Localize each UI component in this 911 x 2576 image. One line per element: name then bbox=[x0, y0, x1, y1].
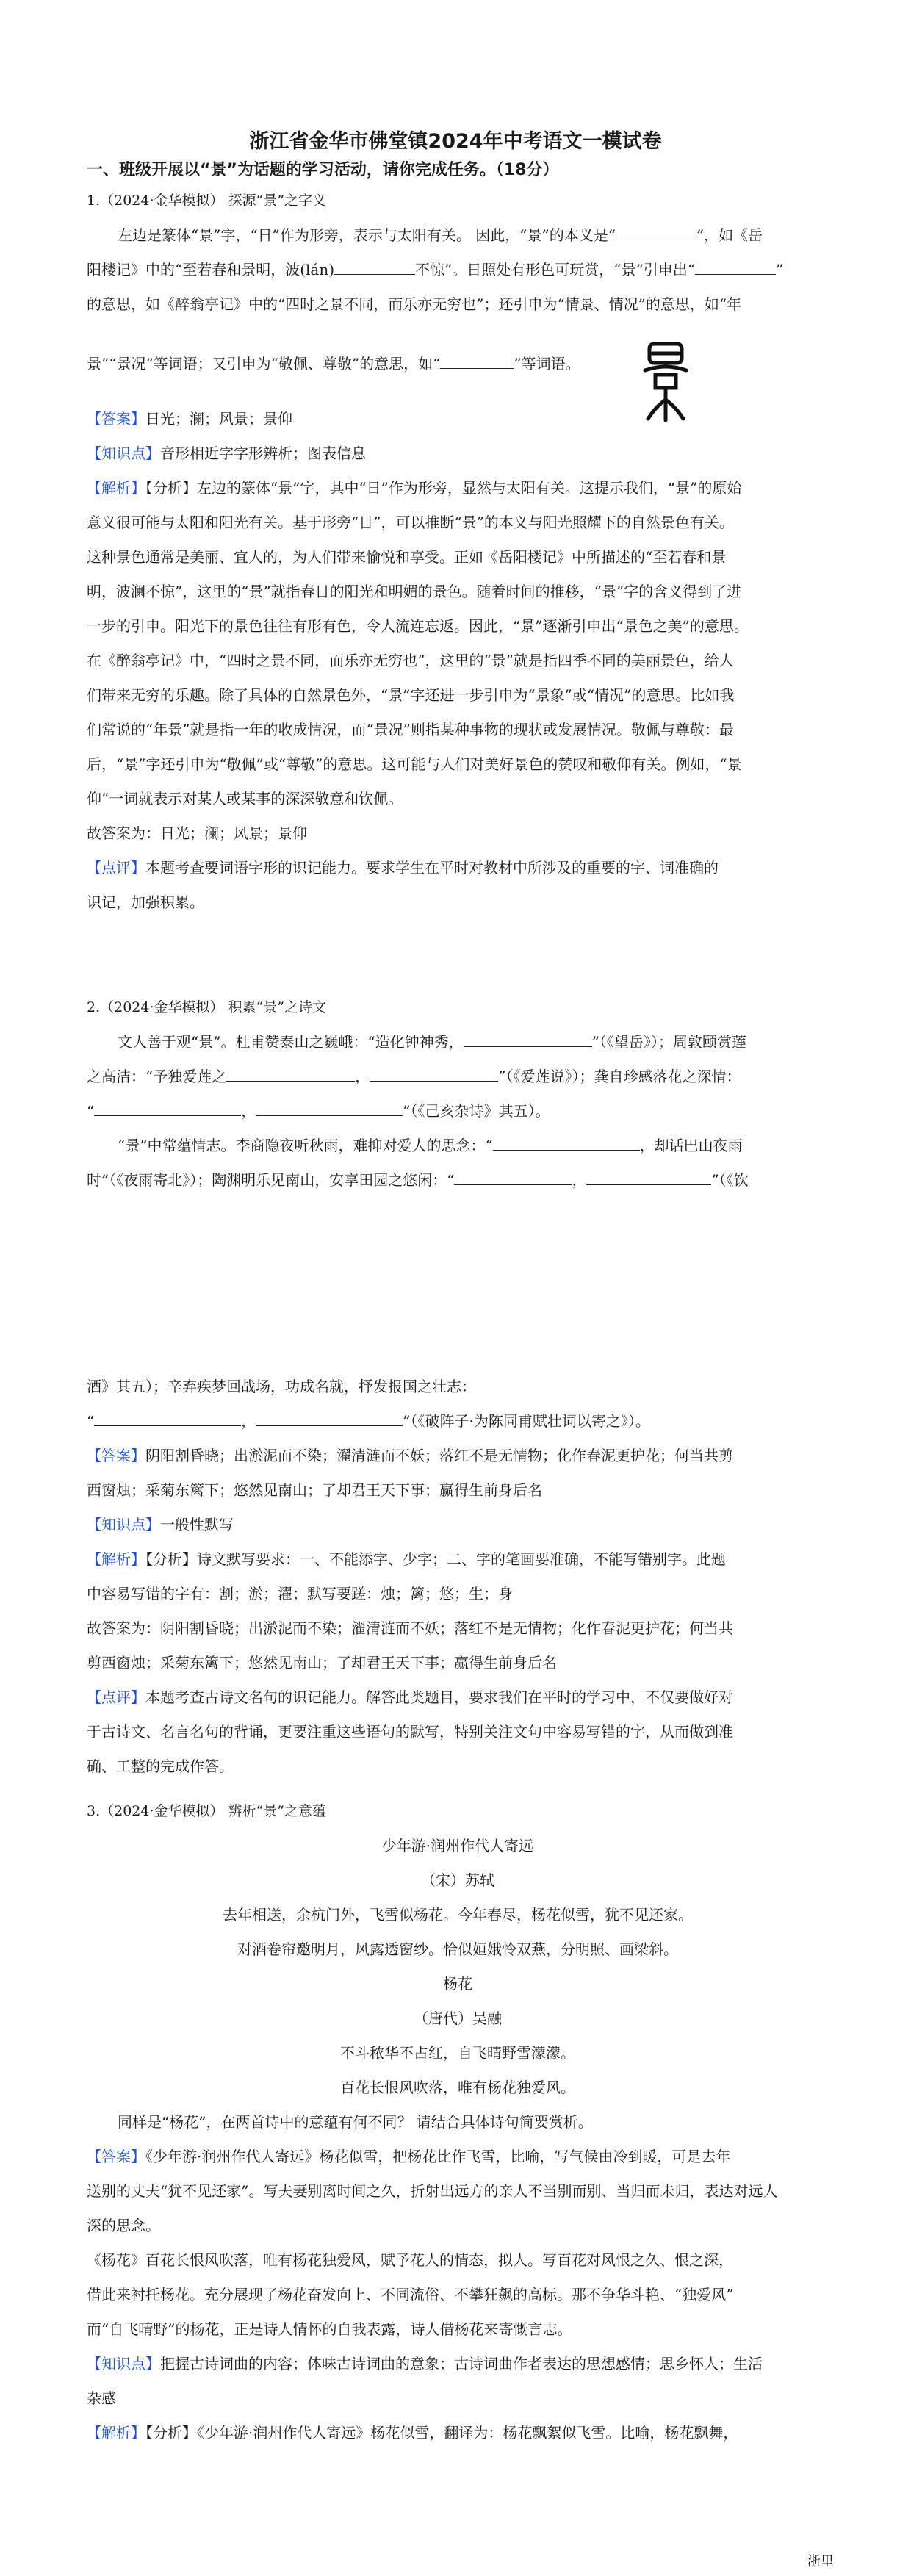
analysis-line: 意义很可能与太阳和阳光有关。基于形旁“日”，可以推断“景”的本义与阳光照耀下的自然景色有关。 bbox=[87, 514, 734, 531]
knowledge-row: 【知识点】把握古诗词曲的内容；体味古诗词曲的意象；古诗词曲作者表达的思想感情；思乡怀人；生活 bbox=[87, 2355, 763, 2372]
answer-blank bbox=[370, 1068, 498, 1082]
answer-blank bbox=[464, 1033, 592, 1047]
answer-blank bbox=[256, 1102, 403, 1116]
analysis-line: 仰”一词就表示对某人或某事的深深敬意和钦佩。 bbox=[87, 790, 403, 807]
seal-script-jing-image bbox=[639, 338, 692, 426]
answer-row: 【答案】阴阳割昏晓；出淤泥而不染；濯清涟而不妖；落红不是无情物；化作春泥更护花；何当共剪 bbox=[87, 1447, 733, 1464]
answer-line: 借此来衬托杨花。充分展现了杨花奋发向上、不同流俗、不攀狂飙的高标。那不争华斗艳、“独爱风” bbox=[87, 2286, 734, 2303]
analysis-line: 一步的引申。阳光下的景色往往有形有色，令人流连忘返。因此，“景”逐渐引申出“景色之美”的意思。 bbox=[87, 617, 749, 635]
q2-line: 酒》其五）；辛弃疾梦回战场，功成名就，抒发报国之壮志： bbox=[87, 1378, 476, 1395]
answer-line: 深的思念。 bbox=[87, 2217, 160, 2234]
answer-blank bbox=[94, 1102, 241, 1116]
answer-blank bbox=[586, 1171, 711, 1185]
q1-line: 景”“景况”等词语；又引申为“敬佩、尊敬”的意思，如“ ”等词语。 bbox=[87, 355, 580, 373]
comment-line: 识记，加强积累。 bbox=[87, 893, 204, 911]
analysis-line: 们常说的“年景”就是指一年的收成情况，而“景况”则指某种事物的现状或发展情况。敬佩与尊敬：最 bbox=[87, 721, 734, 738]
q2-line: 之高洁：“予独爱莲之 ， ”（《爱莲说》）；龚自珍感落花之深情： bbox=[87, 1068, 741, 1085]
q1-line: 左边是篆体“景”字，“日”作为形旁，表示与太阳有关。 因此，“景”的本义是“ ”，如《岳 bbox=[118, 226, 763, 244]
answer-row: 【答案】《少年游·润州作代人寄远》杨花似雪，把杨花比作飞雪，比喻，写气候由冷到暖，可是去年 bbox=[87, 2148, 731, 2165]
question-3 bbox=[87, 1794, 829, 2450]
q1-line: 阳楼记》中的“至若春和景明，波(lán) 不惊”。日照处有形色可玩赏，“景”引申出“ ” bbox=[87, 261, 784, 278]
q3-head: 3.（2024·金华模拟） 辨析“景”之意蕴 bbox=[87, 1803, 326, 1819]
poem2-title: 杨花 bbox=[443, 1975, 472, 1993]
answer-blank bbox=[493, 1137, 640, 1151]
analysis-row: 【解析】【分析】诗文默写要求：一、不能添字、少字；二、字的笔画要准确，不能写错别字。此题 bbox=[87, 1550, 726, 1568]
q3-question: 同样是“杨花”，在两首诗中的意蕴有何不同？ 请结合具体诗句简要赏析。 bbox=[118, 2113, 593, 2131]
q1-head: 1.（2024·金华模拟） 探源“景”之字义 bbox=[87, 193, 326, 209]
answer-blank bbox=[226, 1068, 355, 1082]
analysis-line: 明，波澜不惊”，这里的“景”就指春日的阳光和明媚的景色。随着时间的推移，“景”字的含义得到了进 bbox=[87, 583, 742, 600]
poem1-line: 对酒卷帘邀明月，风露透窗纱。恰似姮娥怜双燕，分明照、画梁斜。 bbox=[237, 1940, 678, 1958]
poem2-line: 百花长恨风吹落，唯有杨花独爱风。 bbox=[340, 2079, 575, 2096]
q2-line: 时”（《夜雨寄北》）；陶渊明乐见南山，安享田园之悠闲：“ ， ”（《饮 bbox=[87, 1171, 749, 1189]
analysis-line: 们带来无穷的乐趣。除了具体的自然景色外，“景”字还进一步引申为“景象”或“情况”的意思。比如我 bbox=[87, 686, 735, 704]
answer-blank bbox=[94, 1412, 241, 1426]
poem2-line: 不斗秾华不占红，自飞晴野雪濛濛。 bbox=[340, 2044, 575, 2062]
q2-line: “ ， ”（《己亥杂诗》其五）。 bbox=[87, 1102, 550, 1120]
answer-line: 而“自飞晴野”的杨花，正是诗人情怀的自我表露，诗人借杨花来寄慨言志。 bbox=[87, 2320, 572, 2338]
q1-line: 的意思，如《醉翁亭记》中的“四时之景不同，而乐亦无穷也”；还引申为“情景、情况”的意思，如“年 bbox=[87, 295, 742, 313]
analysis-line: 在《醉翁亭记》中，“四时之景不同，而乐亦无穷也”，这里的“景”就是指四季不同的美丽景色，给人 bbox=[87, 652, 734, 669]
knowledge-row: 【知识点】音形相近字字形辨析；图表信息 bbox=[87, 445, 366, 462]
solution-row: 故答案为：阴阳割昏晓；出淤泥而不染；濯清涟而不妖；落红不是无情物；化作春泥更护花；何当共 bbox=[87, 1619, 733, 1637]
section-heading: 一、班级开展以“景”为话题的学习活动，请你完成任务。（18分） bbox=[87, 161, 559, 179]
answer-blank bbox=[256, 1412, 403, 1426]
answer-row: 【答案】日光；澜；风景；景仰 bbox=[87, 410, 292, 428]
q2-head: 2.（2024·金华模拟） 积累“景”之诗文 bbox=[87, 999, 326, 1015]
comment-line: 确、工整的完成作答。 bbox=[87, 1757, 234, 1775]
answer-blank bbox=[616, 226, 696, 240]
page-title: 浙江省金华市佛堂镇2024年中考语文一模试卷 bbox=[249, 130, 662, 153]
solution-line: 剪西窗烛；采菊东篱下；悠然见南山；了却君王天下事；赢得生前身后名 bbox=[87, 1654, 557, 1672]
poem1-title: 少年游·润州作代人寄远 bbox=[381, 1837, 534, 1854]
analysis-row: 【解析】【分析】《少年游·润州作代人寄远》杨花似雪，翻译为：杨花飘絮似飞雪。比喻，杨花飘舞， bbox=[87, 2424, 738, 2442]
poem2-author: （唐代）吴融 bbox=[414, 2010, 502, 2027]
q2-line: “ ， ”（《破阵子·为陈同甫赋壮词以寄之》）。 bbox=[87, 1412, 650, 1430]
answer-blank bbox=[454, 1171, 572, 1185]
poem1-line: 去年相送，余杭门外，飞雪似杨花。今年春尽，杨花似雪，犹不见还家。 bbox=[223, 1906, 693, 1924]
answer-line: 西窗烛；采菊东篱下；悠然见南山；了却君王天下事；赢得生前身后名 bbox=[87, 1481, 542, 1499]
comment-row: 【点评】本题考查要词语字形的识记能力。要求学生在平时对教材中所涉及的重要的字、词准确的 bbox=[87, 859, 719, 877]
answer-line: 《杨花》百花长恨风吹落，唯有杨花独爱风，赋予花人的情态，拟人。写百花对风恨之久、恨之深， bbox=[87, 2251, 733, 2269]
poem1-author: （宋）苏轼 bbox=[421, 1871, 494, 1889]
question-2 bbox=[87, 990, 829, 1784]
question-1 bbox=[87, 184, 829, 920]
analysis-line: 这种景色通常是美丽、宜人的，为人们带来愉悦和享受。正如《岳阳楼记》中所描述的“至若春和景 bbox=[87, 548, 727, 566]
analysis-line: 中容易写错的字有：割；淤；濯；默写要蹉：烛；篱；悠；生；身 bbox=[87, 1585, 513, 1602]
answer-blank bbox=[334, 261, 415, 275]
comment-row: 【点评】本题考查古诗文名句的识记能力。解答此类题目，要求我们在平时的学习中，不仅要做好对 bbox=[87, 1688, 733, 1706]
knowledge-row: 【知识点】一般性默写 bbox=[87, 1516, 234, 1533]
knowledge-line: 杂感 bbox=[87, 2389, 116, 2407]
page-footer: 浙里 bbox=[807, 2554, 834, 2569]
comment-line: 于古诗文、名言名句的背诵，更要注重这些语句的默写，特别关注文句中容易写错的字，从而做到准 bbox=[87, 1723, 733, 1741]
answer-line: 送别的丈夫“犹不见还家”。写夫妻别离时间之久，折射出远方的亲人不当别而别、当归而未归，表达对远人 bbox=[87, 2182, 778, 2200]
analysis-line: 后，“景”字还引申为“敬佩”或“尊敬”的意思。这可能与人们对美好景色的赞叹和敬仰有关。例如，“景 bbox=[87, 755, 742, 773]
q2-line: 文人善于观“景”。杜甫赞泰山之巍峨：“造化钟神秀， ”（《望岳》）；周敦颐赏莲 bbox=[118, 1033, 746, 1051]
analysis-row: 【解析】【分析】左边的篆体“景”字，其中“日”作为形旁，显然与太阳有关。这提示我们，“景”的原始 bbox=[87, 479, 742, 497]
answer-blank bbox=[440, 355, 514, 369]
solution-row: 故答案为：日光；澜；风景；景仰 bbox=[87, 824, 307, 842]
q2-line: “景”中常蕴情志。李商隐夜听秋雨，难抑对爱人的思念：“ ，却话巴山夜雨 bbox=[118, 1137, 743, 1154]
answer-blank bbox=[695, 261, 776, 275]
